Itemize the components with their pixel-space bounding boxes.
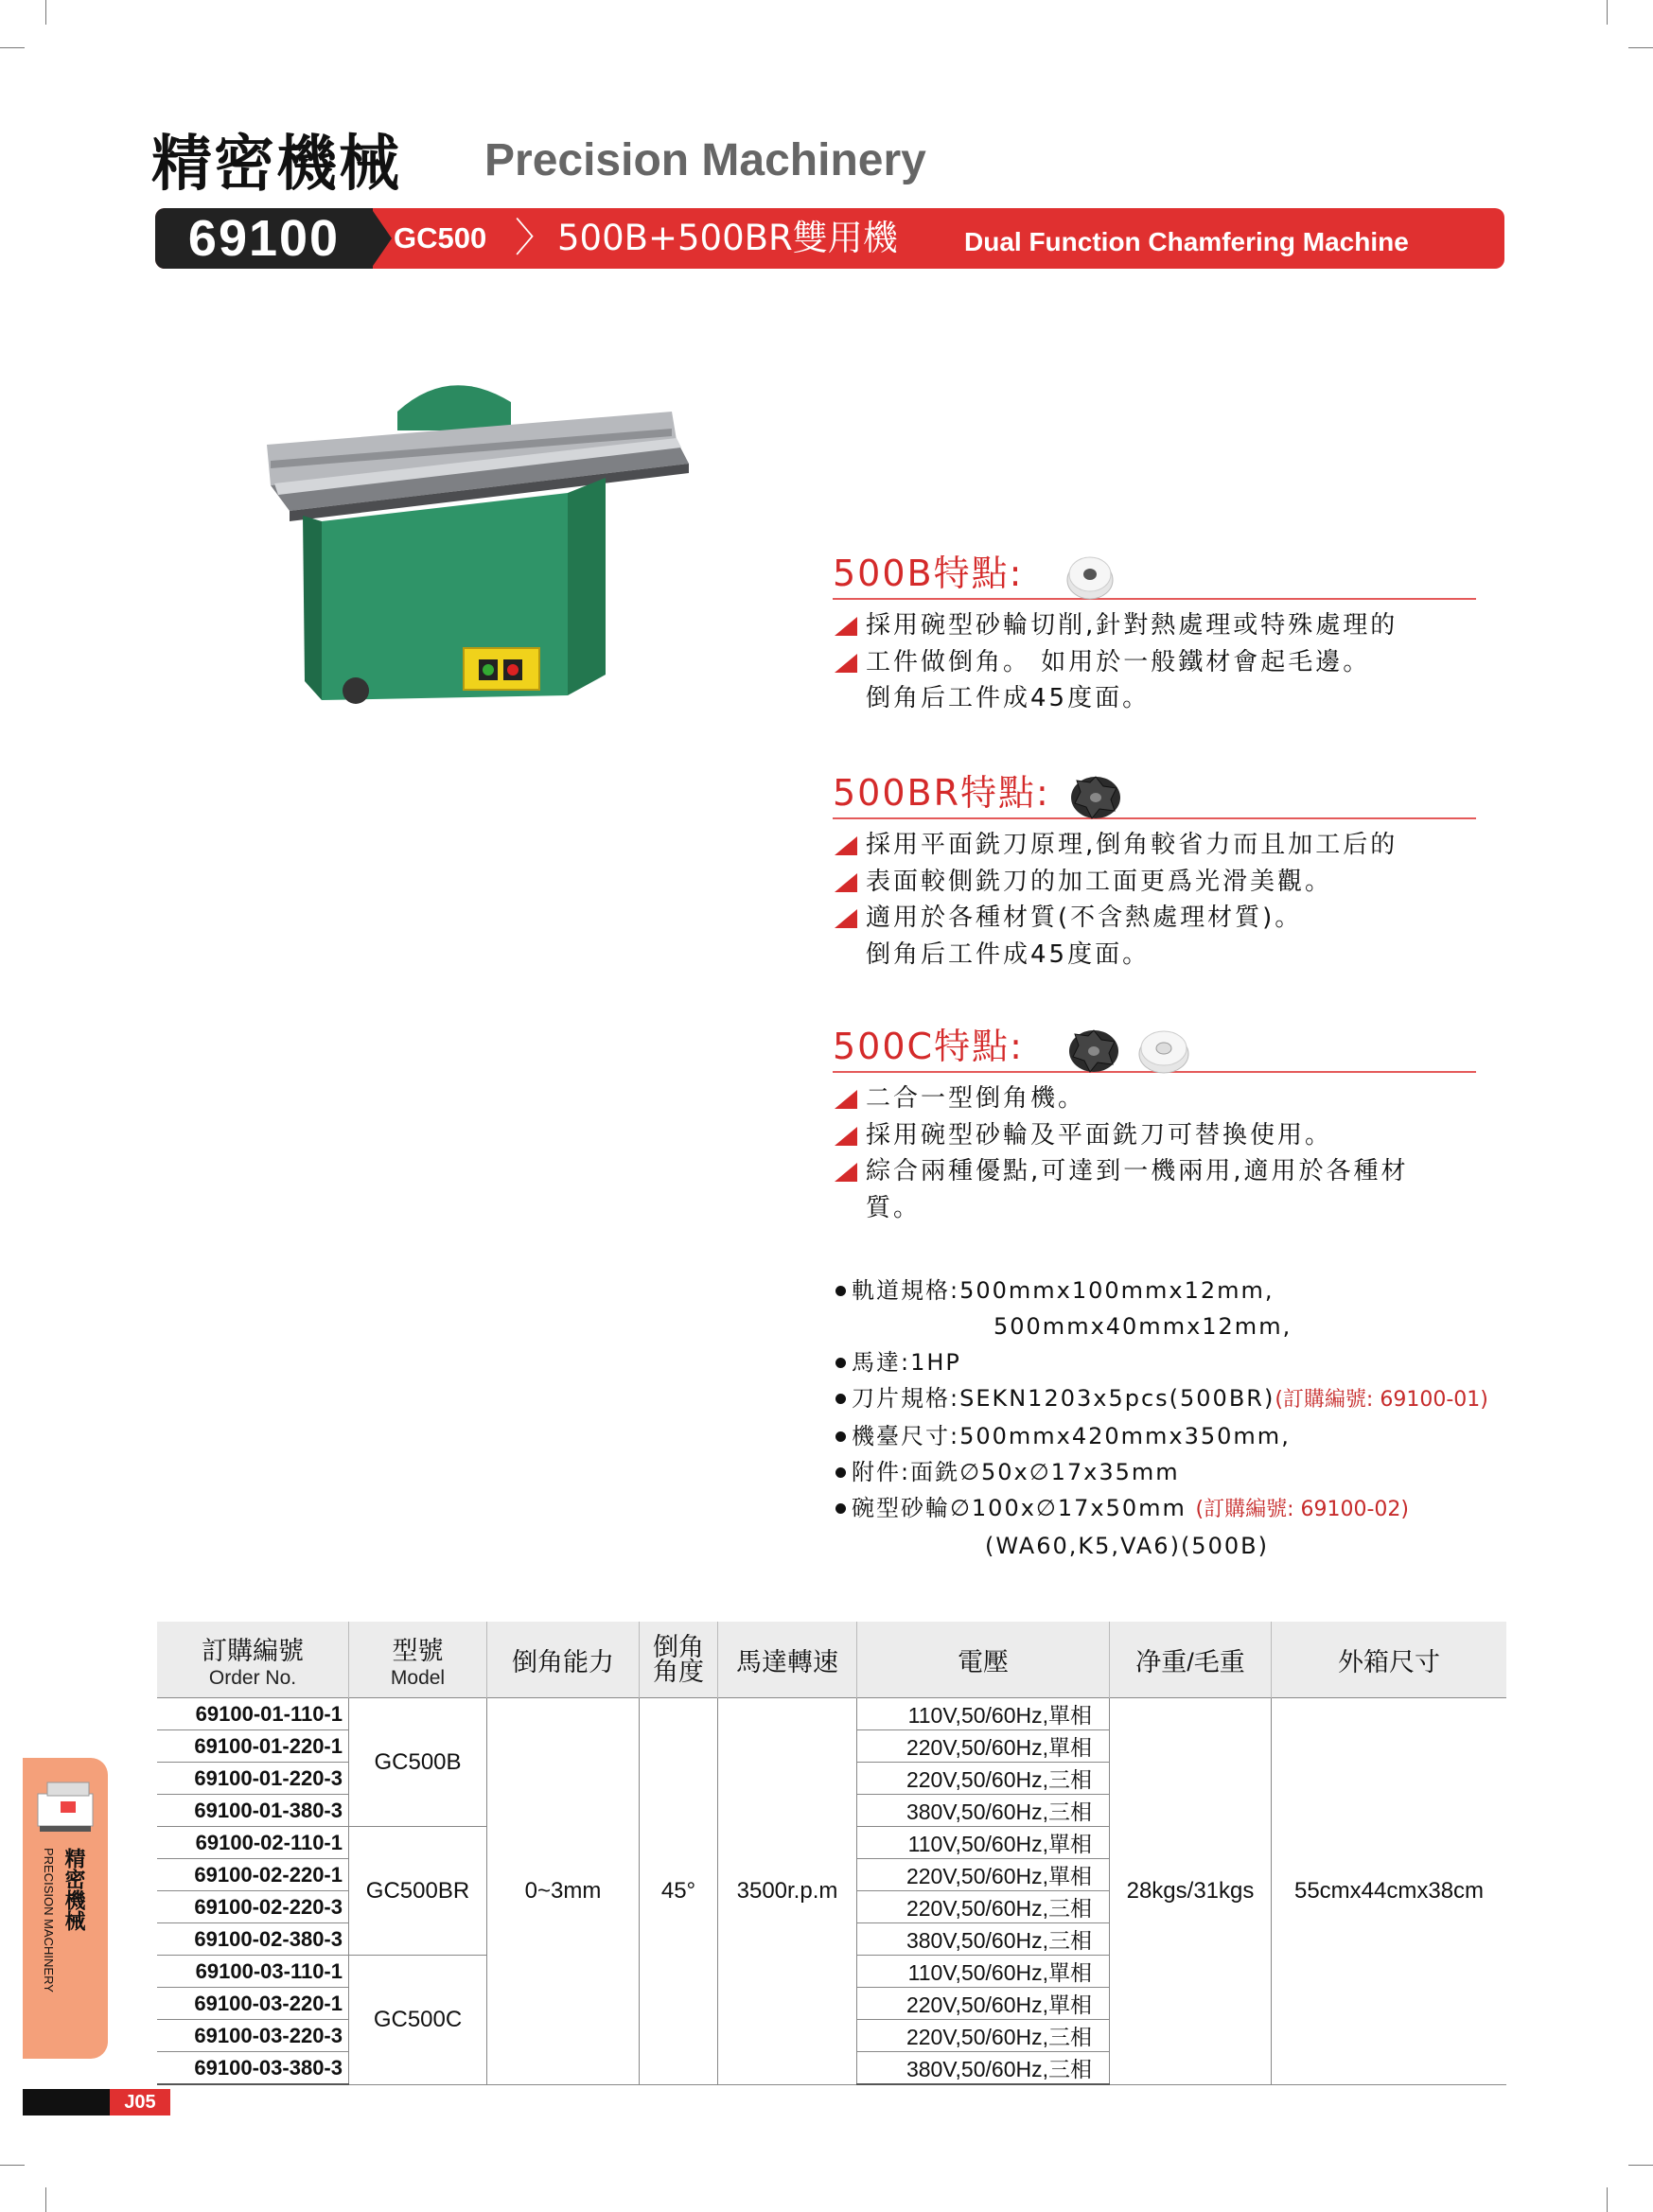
model-cell: GC500C — [349, 1956, 487, 2085]
feature-title: 500BR特點: — [833, 768, 1476, 819]
crop-mark — [1607, 2187, 1608, 2212]
voltage-cell: 220V,50/60Hz,三相 — [857, 1891, 1110, 1923]
order-no-cell: 69100-01-110-1 — [157, 1698, 349, 1730]
blade-order-no: (訂購編號: 69100-01) — [1275, 1388, 1488, 1412]
page-number: J05 — [110, 2089, 170, 2115]
order-no-cell: 69100-01-380-3 — [157, 1795, 349, 1827]
white-bowl-wheel-icon — [1135, 1024, 1192, 1075]
crop-mark — [45, 0, 46, 25]
order-no-cell: 69100-02-380-3 — [157, 1923, 349, 1956]
model-cell: GC500B — [349, 1698, 487, 1827]
spec-rail-2: 500mmx40mmx12mm, — [994, 1313, 1293, 1340]
col-weight: 净重/毛重 — [1110, 1622, 1272, 1698]
order-no-cell: 69100-01-220-3 — [157, 1763, 349, 1795]
voltage-cell: 220V,50/60Hz,單相 — [857, 1988, 1110, 2020]
chevron-right-icon: 〉 — [515, 215, 555, 261]
section-side-tab — [23, 1758, 108, 2059]
black-milling-cutter-icon — [1067, 769, 1124, 822]
feature-line: 表面較側銑刀的加工面更爲光滑美觀。 — [833, 864, 1476, 901]
item-number: 69100 — [155, 208, 373, 269]
crop-mark — [1628, 2165, 1653, 2166]
red-triangle-bullet-icon — [835, 909, 857, 928]
spec-list — [835, 1273, 1498, 1564]
order-no-cell: 69100-03-110-1 — [157, 1956, 349, 1988]
model-code: GC500 — [394, 221, 487, 255]
voltage-cell: 110V,50/60Hz,單相 — [857, 1827, 1110, 1859]
feature-500br — [833, 768, 1476, 973]
side-tab-label-en: PRECISION MACHINERY — [42, 1848, 56, 1993]
page-number-bar — [23, 2089, 170, 2115]
white-bowl-wheel-icon — [1064, 552, 1117, 601]
capacity-cell: 0~3mm — [487, 1698, 640, 2085]
voltage-cell: 380V,50/60Hz,三相 — [857, 1923, 1110, 1956]
spec-accessory: 附件:面銑∅50x∅17x35mm — [835, 1454, 1498, 1490]
side-tab-label-cn: 精密機械 — [62, 1848, 85, 1931]
table-row — [157, 1698, 1506, 1730]
page-title-en: Precision Machinery — [484, 135, 926, 185]
table-header-row — [157, 1622, 1506, 1698]
feature-line: 倒角后工件成45度面。 — [866, 684, 1151, 712]
spec-wheel: 碗型砂輪∅100x∅17x50mm (訂購編號: 69100-02) — [835, 1490, 1498, 1528]
feature-500b — [833, 549, 1476, 717]
machine-photo — [255, 374, 700, 737]
voltage-cell: 380V,50/60Hz,三相 — [857, 1795, 1110, 1827]
crop-mark — [45, 2187, 46, 2212]
voltage-cell: 220V,50/60Hz,三相 — [857, 1763, 1110, 1795]
crop-mark — [0, 2165, 25, 2166]
model-cell: GC500BR — [349, 1827, 487, 1956]
feature-line: 二合一型倒角機。 — [833, 1080, 1476, 1117]
product-name-cn: 500B+500BR雙用機 — [557, 218, 898, 258]
order-no-cell: 69100-03-220-3 — [157, 2020, 349, 2052]
bullet-dot-icon — [835, 1394, 846, 1404]
feature-line: 綜合兩種優點,可達到一機兩用,適用於各種材 — [833, 1153, 1476, 1190]
order-no-cell: 69100-01-220-1 — [157, 1730, 349, 1763]
spec-table-size: 機臺尺寸:500mmx420mmx350mm, — [835, 1418, 1498, 1454]
voltage-cell: 110V,50/60Hz,單相 — [857, 1698, 1110, 1730]
voltage-cell: 220V,50/60Hz,三相 — [857, 2020, 1110, 2052]
voltage-cell: 380V,50/60Hz,三相 — [857, 2052, 1110, 2085]
feature-line: 倒角后工件成45度面。 — [866, 939, 1151, 969]
bullet-dot-icon — [835, 1503, 846, 1514]
page-title-cn: 精密機械 — [151, 130, 401, 200]
product-banner — [155, 208, 1504, 269]
feature-line: 工件做倒角。 如用於一般鐵材會起毛邊。 — [833, 644, 1476, 681]
voltage-cell: 220V,50/60Hz,單相 — [857, 1730, 1110, 1763]
red-triangle-bullet-icon — [835, 1127, 857, 1146]
order-no-cell: 69100-03-220-1 — [157, 1988, 349, 2020]
col-angle: 倒角 角度 — [640, 1622, 718, 1698]
red-triangle-bullet-icon — [835, 1090, 857, 1109]
order-no-cell: 69100-02-220-3 — [157, 1891, 349, 1923]
speed-cell: 3500r.p.m — [718, 1698, 857, 2085]
col-capacity: 倒角能力 — [487, 1622, 640, 1698]
spec-blade: 刀片規格:SEKN1203x5pcs(500BR)(訂購編號: 69100-01) — [835, 1380, 1498, 1418]
weight-cell: 28kgs/31kgs — [1110, 1698, 1272, 2085]
feature-line: 採用碗型砂輪及平面銑刀可替換使用。 — [833, 1117, 1476, 1154]
voltage-cell: 110V,50/60Hz,單相 — [857, 1956, 1110, 1988]
col-voltage: 電壓 — [857, 1622, 1110, 1698]
item-number-arrow — [371, 208, 392, 269]
spec-wheel-grade: (WA60,K5,VA6)(500B) — [985, 1533, 1269, 1559]
crop-mark — [0, 47, 25, 48]
red-triangle-bullet-icon — [835, 654, 857, 673]
carton-cell: 55cmx44cmx38cm — [1272, 1698, 1507, 2085]
col-model: 型號 Model — [349, 1622, 487, 1698]
product-name-en: Dual Function Chamfering Machine — [964, 227, 1409, 256]
feature-title: 500B特點: — [833, 549, 1476, 600]
voltage-cell: 220V,50/60Hz,單相 — [857, 1859, 1110, 1891]
feature-line: 採用平面銑刀原理,倒角較省力而且加工后的 — [833, 827, 1476, 864]
bullet-dot-icon — [835, 1286, 846, 1296]
spec-motor: 馬達:1HP — [835, 1344, 1498, 1380]
feature-line: 質。 — [866, 1193, 922, 1222]
bullet-dot-icon — [835, 1431, 846, 1442]
col-carton: 外箱尺寸 — [1272, 1622, 1507, 1698]
bullet-dot-icon — [835, 1358, 846, 1368]
feature-title: 500C特點: — [833, 1022, 1476, 1073]
feature-line: 採用碗型砂輪切削,針對熱處理或特殊處理的 — [833, 607, 1476, 644]
black-milling-cutter-icon — [1065, 1023, 1122, 1076]
order-no-cell: 69100-03-380-3 — [157, 2052, 349, 2085]
col-speed: 馬達轉速 — [718, 1622, 857, 1698]
spec-rail: 軌道規格:500mmx100mmx12mm, — [835, 1273, 1498, 1308]
angle-cell: 45° — [640, 1698, 718, 2085]
feature-500c — [833, 1022, 1476, 1226]
red-triangle-bullet-icon — [835, 617, 857, 636]
red-triangle-bullet-icon — [835, 873, 857, 892]
machine-thumbnail-icon — [32, 1769, 100, 1835]
feature-line: 適用於各種材質(不含熱處理材質)。 — [833, 900, 1476, 937]
bullet-dot-icon — [835, 1467, 846, 1478]
red-triangle-bullet-icon — [835, 836, 857, 855]
red-triangle-bullet-icon — [835, 1163, 857, 1182]
col-order-no: 訂購編號 Order No. — [157, 1622, 349, 1698]
crop-mark — [1628, 47, 1653, 48]
order-no-cell: 69100-02-110-1 — [157, 1827, 349, 1859]
crop-mark — [1607, 0, 1608, 25]
wheel-order-no: (訂購編號: 69100-02) — [1195, 1498, 1410, 1521]
order-table — [157, 1622, 1506, 2085]
order-no-cell: 69100-02-220-1 — [157, 1859, 349, 1891]
